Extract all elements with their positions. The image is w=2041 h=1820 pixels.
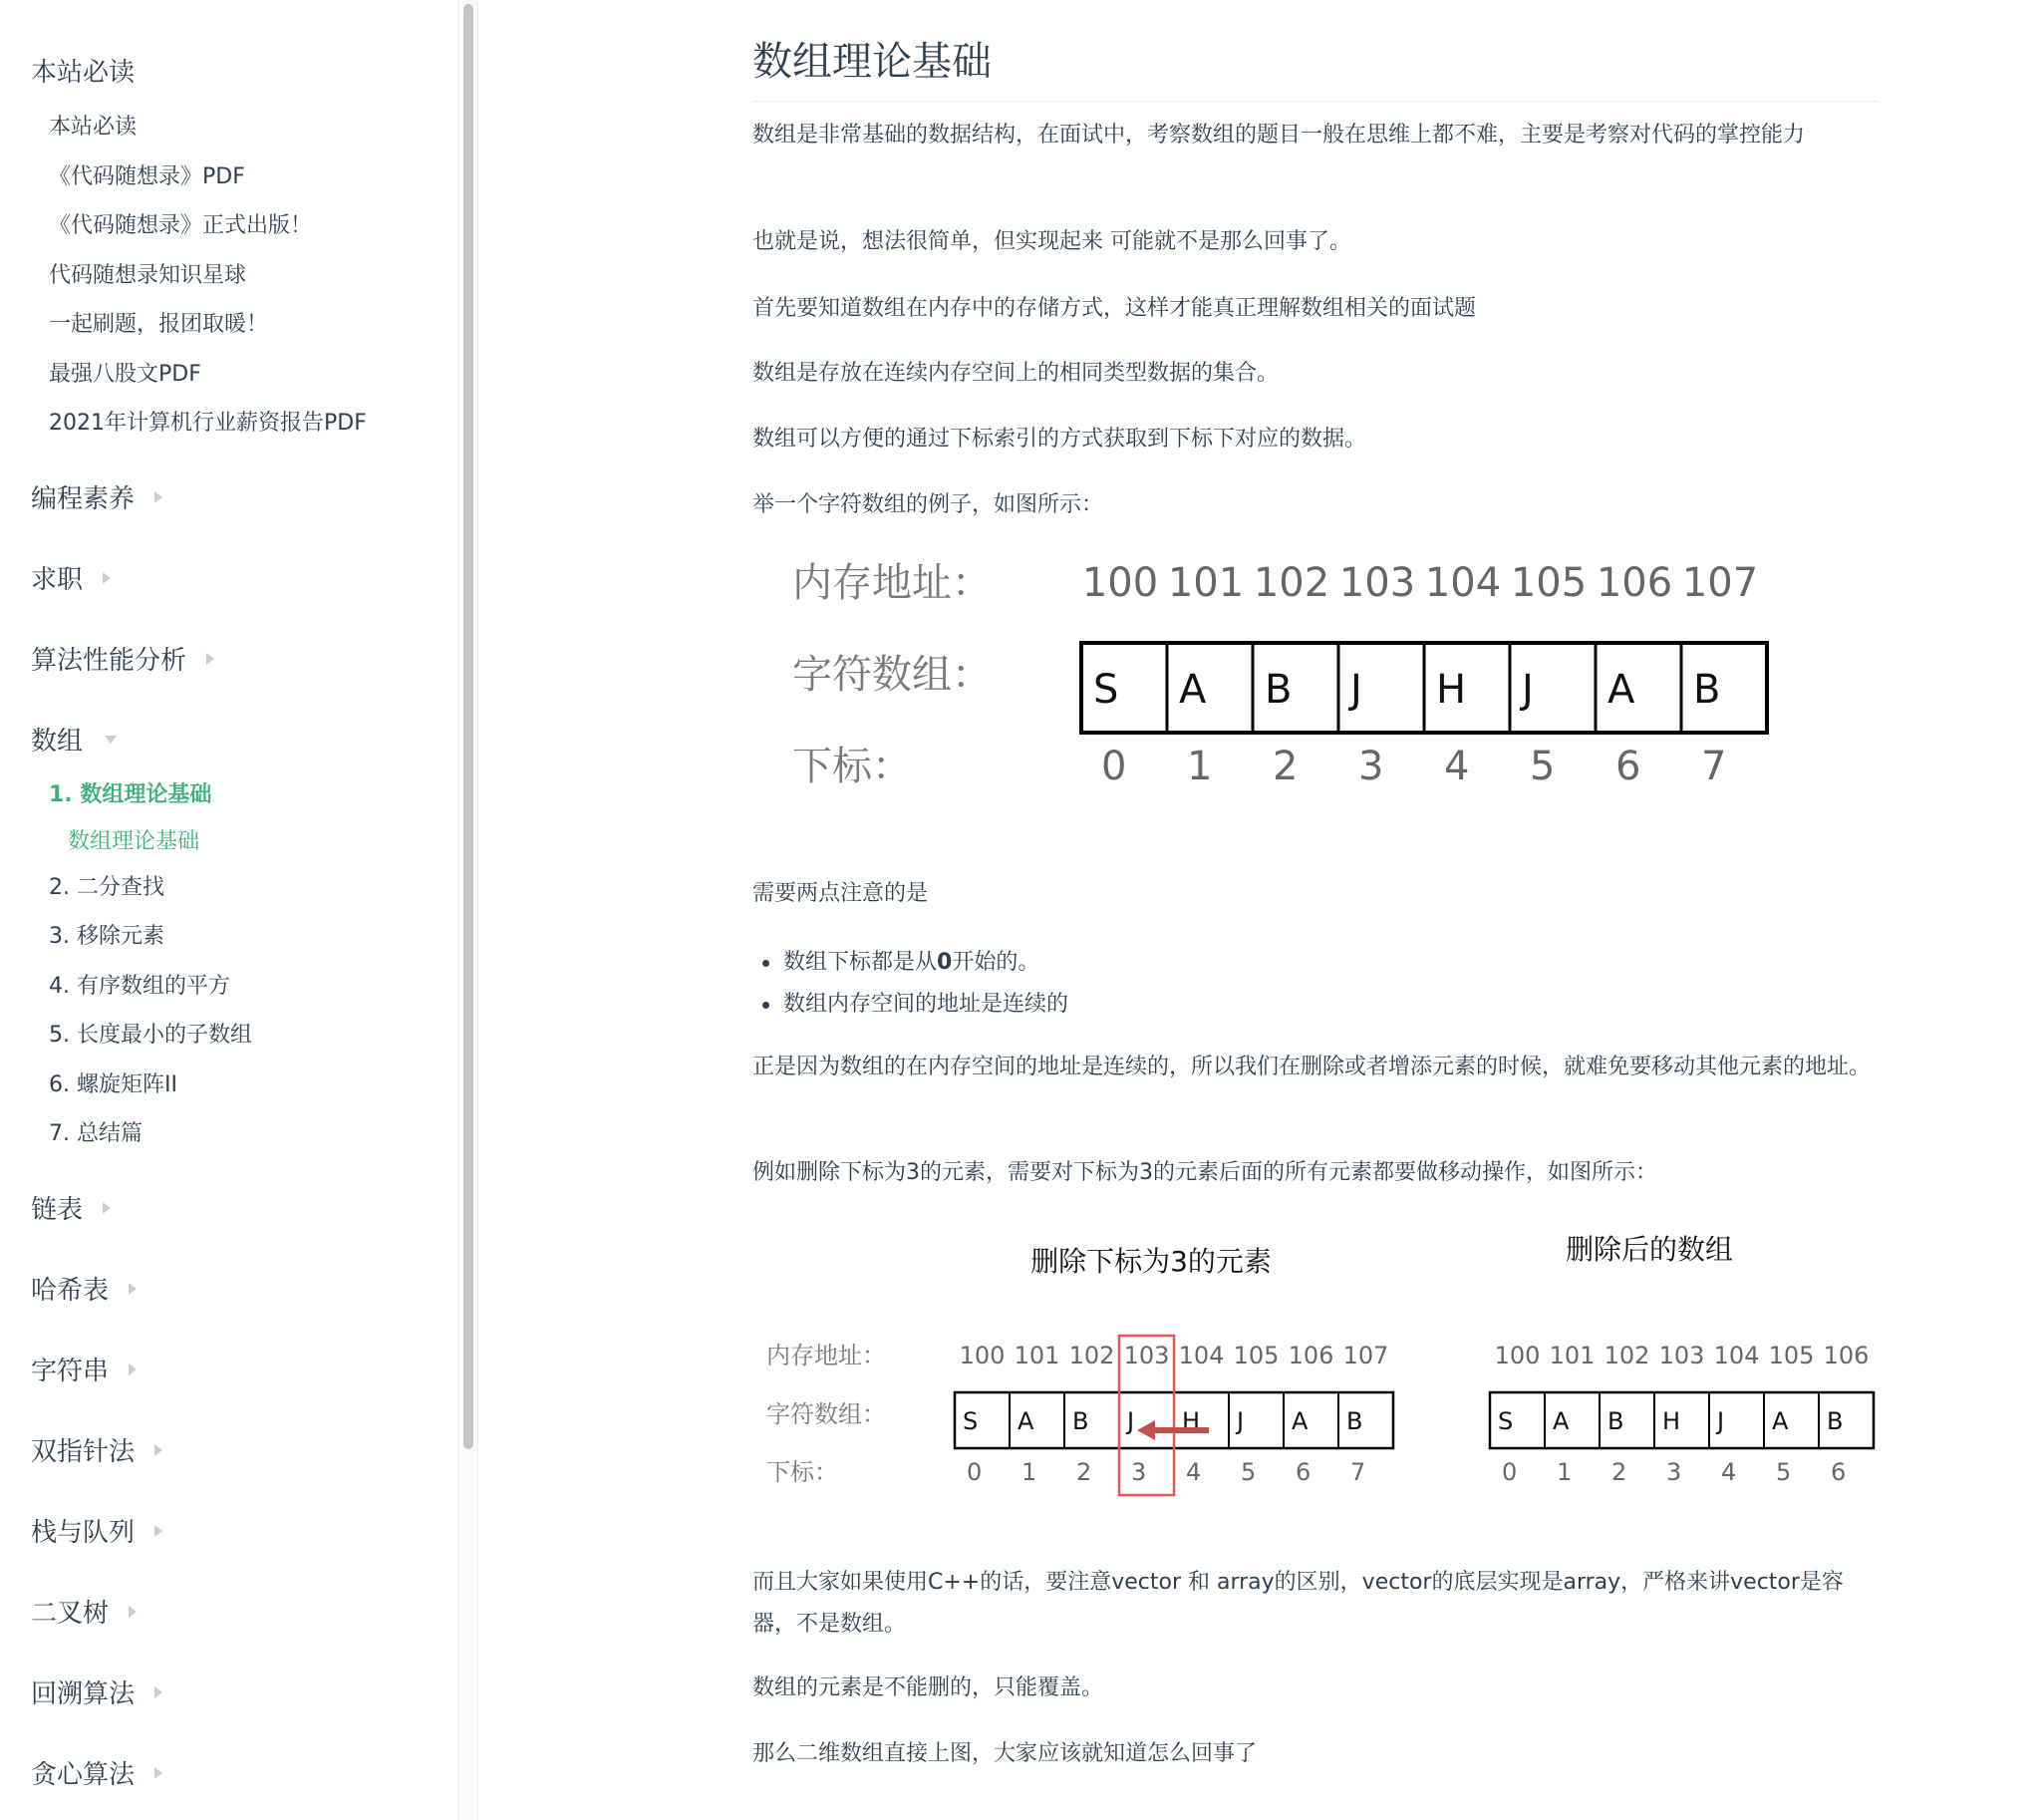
sidebar-group-string[interactable] [31, 1351, 137, 1387]
left-index-label: 2 [1076, 1458, 1092, 1486]
array-cell-char: A [1607, 667, 1635, 713]
sidebar-group-perf[interactable] [31, 640, 214, 677]
left-address-label: 101 [1014, 1342, 1060, 1369]
address-label: 102 [1253, 560, 1330, 606]
paragraph: 数组的元素是不能删的，只能覆盖。 [752, 1675, 1104, 1700]
group-label: 求职 [31, 565, 84, 595]
address-label: 104 [1424, 560, 1502, 606]
index-label: 1 [1187, 744, 1213, 789]
array-cell-char: J [1522, 667, 1534, 713]
sidebar-scrollbar-thumb[interactable] [463, 4, 473, 1449]
group-label: 回溯算法 [31, 1679, 136, 1709]
delete-element-figure [752, 1221, 1879, 1520]
left-address-label: 107 [1342, 1342, 1389, 1369]
figure-title-right: 删除后的数组 [1565, 1233, 1734, 1266]
figure-label-index: 下标： [766, 1458, 838, 1486]
right-array-cell-char: S [1498, 1407, 1514, 1435]
right-array-cell-char: B [1827, 1407, 1844, 1435]
sidebar-group-greedy[interactable] [31, 1754, 162, 1791]
group-label: 编程素养 [31, 484, 136, 514]
left-array-cell-char: H [1182, 1407, 1201, 1435]
left-array-cell-char: B [1346, 1407, 1363, 1435]
sidebar-group-stack-queue[interactable] [31, 1512, 162, 1549]
group-label: 字符串 [31, 1357, 110, 1386]
index-label: 4 [1444, 744, 1470, 789]
sidebar-link-spiral-matrix[interactable]: 6. 螺旋矩阵II [49, 1072, 177, 1097]
right-array-cell-char: H [1662, 1407, 1681, 1435]
bullet-item: 数组下标都是从0开始的。 [762, 945, 1039, 976]
sidebar-link-must-read[interactable]: 本站必读 [49, 115, 138, 140]
left-array-cell-char: J [1237, 1407, 1245, 1435]
left-array-cell-char: A [1018, 1407, 1034, 1435]
sidebar-group-backtracking[interactable] [31, 1673, 162, 1710]
paragraph: 正是因为数组的在内存空间的地址是连续的，所以我们在删除或者增添元素的时候，就难免要移动其他元素的地址。 [752, 1055, 1872, 1079]
right-index-label: 3 [1666, 1458, 1682, 1486]
figure-label-index: 下标： [792, 744, 912, 789]
left-index-label: 3 [1131, 1458, 1147, 1486]
chevron-right-icon [154, 1686, 162, 1698]
paragraph: 首先要知道数组在内存中的存储方式，这样才能真正理解数组相关的面试题 [752, 296, 1477, 321]
sidebar-link-summary[interactable]: 7. 总结篇 [49, 1121, 143, 1146]
left-address-label: 104 [1178, 1342, 1225, 1369]
sidebar-link-together[interactable]: 一起刷题，报团取暖！ [49, 312, 269, 337]
left-array-cell-char: J [1127, 1407, 1135, 1435]
group-label: 算法性能分析 [31, 646, 187, 676]
group-label: 哈希表 [31, 1276, 110, 1306]
group-label: 二叉树 [31, 1599, 110, 1629]
left-index-label: 6 [1296, 1458, 1312, 1486]
array-cell-char: J [1350, 667, 1362, 713]
right-array-cell-char: A [1772, 1407, 1789, 1435]
array-cell-char: B [1265, 667, 1293, 713]
index-label: 0 [1101, 744, 1127, 789]
right-address-label: 102 [1604, 1342, 1650, 1369]
array-cell-char: H [1436, 667, 1467, 713]
group-label: 数组 [31, 727, 84, 757]
figure-label-address: 内存地址： [792, 560, 992, 606]
sidebar-link-sorted-squares[interactable]: 4. 有序数组的平方 [49, 974, 230, 999]
sidebar-link-array-basics[interactable]: 1. 数组理论基础 [49, 782, 212, 807]
sidebar-link-baguwen[interactable]: 最强八股文PDF [49, 362, 201, 387]
left-address-label: 105 [1233, 1342, 1280, 1369]
chevron-right-icon [103, 572, 111, 584]
right-address-label: 104 [1713, 1342, 1760, 1369]
figure-title-left: 删除下标为3的元素 [1030, 1245, 1272, 1278]
array-cell-char: S [1093, 667, 1119, 713]
left-array-cell-char: S [963, 1407, 979, 1435]
paragraph: 举一个字符数组的例子，如图所示： [752, 492, 1104, 517]
left-address-label: 103 [1123, 1342, 1170, 1369]
group-label: 双指针法 [31, 1437, 136, 1467]
right-address-label: 105 [1768, 1342, 1815, 1369]
group-label: 贪心算法 [31, 1760, 136, 1790]
right-array-cell-char: J [1717, 1407, 1725, 1435]
paragraph: 那么二维数组直接上图，大家应该就知道怎么回事了 [752, 1741, 1258, 1766]
chevron-right-icon [129, 1364, 137, 1375]
sidebar-group-must-read[interactable] [31, 52, 135, 89]
address-label: 100 [1081, 560, 1159, 606]
left-address-label: 100 [959, 1342, 1006, 1369]
page-title: 数组理论基础 [752, 30, 1879, 102]
sidebar-sublink-array-basics[interactable]: 数组理论基础 [68, 829, 200, 854]
address-label: 106 [1596, 560, 1673, 606]
right-array-cell-char: B [1607, 1407, 1624, 1435]
right-address-label: 103 [1658, 1342, 1705, 1369]
chevron-right-icon [129, 1606, 137, 1618]
sidebar-group-two-pointers[interactable] [31, 1431, 162, 1468]
paragraph: 例如删除下标为3的元素，需要对下标为3的元素后面的所有元素都要做移动操作，如图所示： [752, 1160, 1657, 1185]
chevron-down-icon [105, 736, 117, 744]
figure-label-chars: 字符数组： [766, 1400, 886, 1428]
bullet-dot-icon [762, 960, 769, 967]
index-label: 7 [1701, 744, 1727, 789]
right-array-box [1490, 1392, 1874, 1448]
left-array-cell-char: A [1292, 1407, 1309, 1435]
right-address-label: 101 [1549, 1342, 1596, 1369]
paragraph: 数组可以方便的通过下标索引的方式获取到下标下对应的数据。 [752, 427, 1367, 452]
sidebar-group-linked-list[interactable] [31, 1189, 111, 1226]
index-label: 2 [1273, 744, 1299, 789]
paragraph: 也就是说，想法很简单，但实现起来 可能就不是那么回事了。 [752, 229, 1351, 254]
group-label: 本站必读 [31, 58, 136, 88]
index-label: 6 [1615, 744, 1641, 789]
chevron-right-icon [103, 1202, 111, 1214]
left-index-label: 1 [1021, 1458, 1037, 1486]
index-label: 3 [1358, 744, 1384, 789]
group-label: 链表 [31, 1195, 84, 1225]
figure-label-chars: 字符数组： [792, 652, 992, 698]
paragraph: 需要两点注意的是 [752, 881, 929, 906]
left-address-label: 106 [1288, 1342, 1334, 1369]
paragraph: 而且大家如果使用C++的话，要注意vector 和 array的区别，vector的底层实现是array，严格来讲vector是容器，不是数组。 [752, 1570, 1844, 1637]
left-index-label: 7 [1350, 1458, 1366, 1486]
left-index-label: 4 [1186, 1458, 1202, 1486]
sidebar-link-planet[interactable]: 代码随想录知识星球 [49, 263, 247, 288]
figure-label-address: 内存地址： [766, 1342, 886, 1369]
left-address-label: 102 [1068, 1342, 1115, 1369]
right-index-label: 6 [1831, 1458, 1847, 1486]
char-array-figure [752, 548, 1879, 817]
sidebar-link-remove-element[interactable]: 3. 移除元素 [49, 924, 164, 949]
group-label: 栈与队列 [31, 1518, 136, 1548]
sidebar-link-salary[interactable]: 2021年计算机行业薪资报告PDF [49, 411, 367, 436]
left-index-label: 0 [967, 1458, 983, 1486]
right-index-label: 5 [1776, 1458, 1792, 1486]
left-index-label: 5 [1241, 1458, 1257, 1486]
paragraph: 数组是非常基础的数据结构，在面试中，考察数组的题目一般在思维上都不难，主要是考察对代码的掌控能力 [752, 123, 1806, 148]
right-address-label: 106 [1823, 1342, 1870, 1369]
right-array-cell-char: A [1553, 1407, 1570, 1435]
chevron-right-icon [154, 1767, 162, 1779]
sidebar [0, 0, 458, 1820]
sidebar-link-min-subarray[interactable]: 5. 长度最小的子数组 [49, 1023, 252, 1048]
right-index-label: 1 [1557, 1458, 1573, 1486]
address-label: 103 [1338, 560, 1416, 606]
address-label: 101 [1167, 560, 1245, 606]
sidebar-group-coding[interactable] [31, 478, 162, 515]
chevron-right-icon [154, 1525, 162, 1537]
chevron-right-icon [129, 1283, 137, 1295]
right-index-label: 2 [1611, 1458, 1627, 1486]
sidebar-group-binary-tree[interactable] [31, 1593, 137, 1630]
sidebar-link-binary-search[interactable]: 2. 二分查找 [49, 875, 164, 900]
right-index-label: 4 [1721, 1458, 1737, 1486]
bullet-dot-icon [762, 1002, 769, 1009]
bullet-item: 数组内存空间的地址是连续的 [762, 987, 1068, 1018]
sidebar-group-job[interactable] [31, 559, 111, 596]
sidebar-link-pdf[interactable]: 《代码随想录》PDF [49, 164, 245, 189]
address-label: 105 [1510, 560, 1588, 606]
chevron-right-icon [206, 653, 214, 665]
array-cell-char: A [1179, 667, 1207, 713]
chevron-right-icon [154, 491, 162, 503]
paragraph: 数组是存放在连续内存空间上的相同类型数据的集合。 [752, 361, 1280, 386]
address-label: 107 [1681, 560, 1759, 606]
sidebar-group-hash[interactable] [31, 1270, 137, 1307]
left-array-cell-char: B [1072, 1407, 1089, 1435]
right-address-label: 100 [1494, 1342, 1541, 1369]
array-cell-char: B [1693, 667, 1721, 713]
chevron-right-icon [154, 1444, 162, 1456]
sidebar-link-published[interactable]: 《代码随想录》正式出版！ [49, 213, 313, 238]
sidebar-group-array[interactable] [31, 721, 117, 758]
right-index-label: 0 [1502, 1458, 1518, 1486]
index-label: 5 [1530, 744, 1556, 789]
